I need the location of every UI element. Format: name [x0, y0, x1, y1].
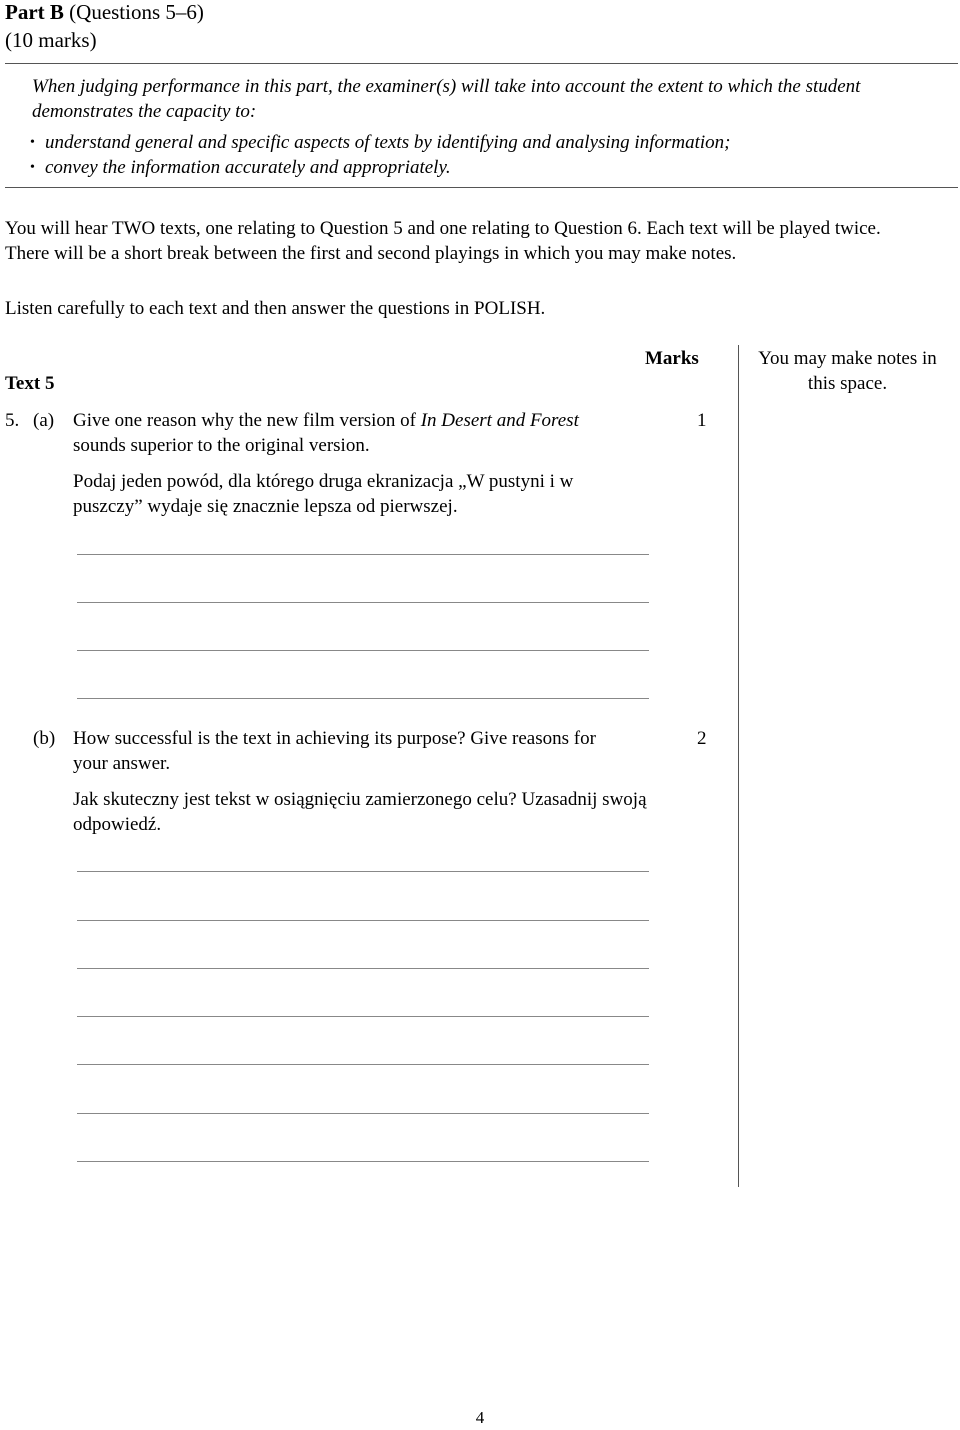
question-5a-polish: Podaj jeden powód, dla którego druga ekranizacja „W pustyni i w puszczy” wydaje się znacznie lepsza od pierwszej.	[73, 471, 574, 517]
answer-line[interactable]	[77, 698, 649, 699]
question-5b-marks: 2	[697, 728, 707, 749]
part-title: Part B	[5, 0, 64, 24]
part-marks: (10 marks)	[5, 28, 97, 52]
answer-line[interactable]	[77, 920, 649, 921]
assessment-criteria-intro: When judging performance in this part, the examiner(s) will take into account the extent to which the student demonstrates the capacity to:	[32, 76, 861, 122]
question-5b-english: How successful is the text in achieving its purpose? Give reasons for your answer.	[73, 728, 596, 774]
question-part-label: (a)	[33, 410, 55, 431]
question-text: sounds superior to the original version.	[73, 435, 370, 456]
top-divider	[5, 63, 958, 64]
notes-column-divider	[738, 345, 739, 1187]
assessment-criteria-list	[30, 130, 930, 180]
answer-language-instruction: Listen carefully to each text and then answer the questions in POLISH.	[5, 298, 546, 319]
bottom-divider	[5, 187, 958, 188]
answer-line[interactable]	[77, 650, 649, 651]
part-questions: (Questions 5–6)	[69, 0, 204, 24]
answer-line[interactable]	[77, 1113, 649, 1114]
criteria-bullet: • convey the information accurately and appropriately.	[30, 155, 930, 180]
answer-line[interactable]	[77, 871, 649, 872]
page-number: 4	[475, 1408, 485, 1427]
marks-column-heading: Marks	[645, 348, 699, 369]
question-part-label: (b)	[33, 728, 56, 749]
question-5a-marks: 1	[697, 410, 707, 431]
answer-line[interactable]	[77, 602, 649, 603]
question-text: Give one reason why the new film version of	[73, 410, 421, 431]
answer-line[interactable]	[77, 554, 649, 555]
listening-instructions: You will hear TWO texts, one relating to Question 5 and one relating to Question 6. Each text will be played twice. There will be a short break between the first and second playings in which you may make notes.	[5, 218, 881, 264]
question-5b-polish: Jak skuteczny jest tekst w osiągnięciu zamierzonego celu? Uzasadnij swoją odpowiedź.	[73, 789, 647, 835]
answer-line[interactable]	[77, 1016, 649, 1017]
notes-column-heading: You may make notes in this space.	[758, 348, 937, 394]
criteria-bullet: • understand general and specific aspects of texts by identifying and analysing information;	[30, 130, 930, 155]
answer-line[interactable]	[77, 1161, 649, 1162]
film-title: In Desert and Forest	[420, 410, 579, 431]
answer-line[interactable]	[77, 1064, 649, 1065]
part-heading	[5, 0, 204, 54]
answer-line[interactable]	[77, 968, 649, 969]
question-5a-english	[73, 408, 633, 458]
text-label: Text 5	[5, 373, 55, 394]
question-number: 5.	[5, 410, 20, 431]
